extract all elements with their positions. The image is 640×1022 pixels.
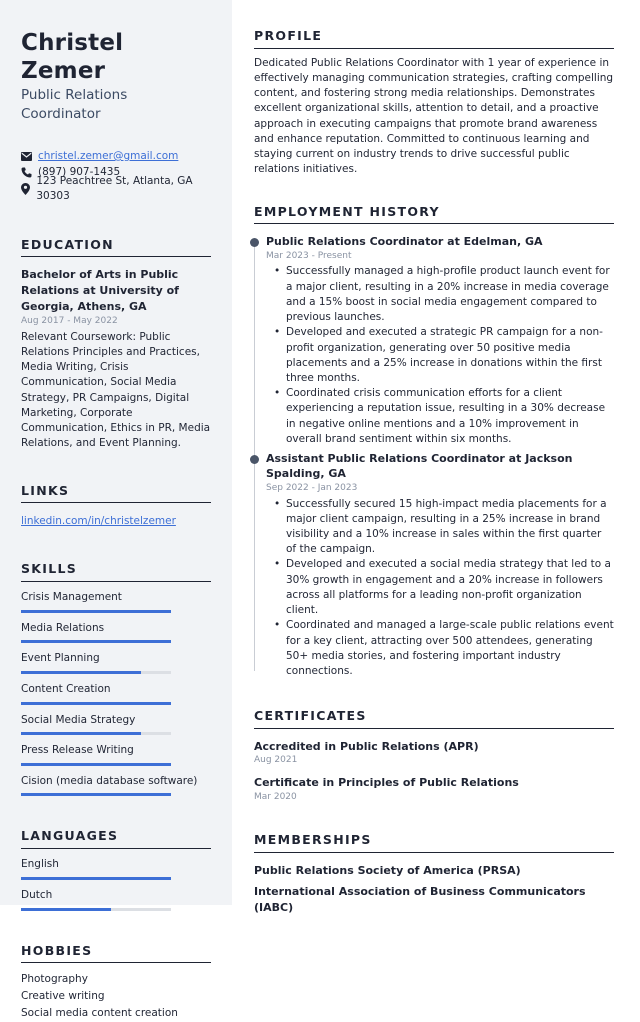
job-bullets [266, 264, 614, 447]
timeline-dot [250, 238, 259, 247]
employment-section [254, 203, 614, 680]
language-item [21, 889, 211, 911]
certificate-entry [254, 775, 614, 803]
job-dates: Sep 2022 - Jan 2023 [266, 482, 358, 493]
languages-heading: LANGUAGES [21, 827, 211, 849]
language-level-fill [21, 908, 111, 911]
skill-level-fill [21, 793, 171, 796]
profile-summary: Dedicated Public Relations Coordinator with 1 year of experience in effectively managing communication strategies, crafting compelling content, and fostering strong media relationships. Demonstrates excellent organizational skills, attention to detail, and a proactive approach in executing campaigns that promote brand awareness and enhance reputation. Committed to continuous learning and staying current on industry trends to drive successful public relations initiatives. [254, 56, 614, 176]
skill-level-fill [21, 702, 171, 705]
education-coursework: Relevant Coursework: Public Relations Principles and Practices, Media Writing, Crisis Communication, Social Media Strategy, PR Campaigns, Digital Marketing, Corporate Communication, Ethics in PR, Media Relations, and Event Planning. [21, 330, 211, 450]
language-label: Dutch [21, 888, 53, 901]
timeline-dot [250, 455, 259, 464]
skill-level-bar [21, 671, 171, 674]
job-title: Public Relations Coordinator at Edelman, GA [266, 235, 543, 249]
main-content [254, 0, 614, 915]
language-level-bar [21, 908, 171, 911]
skill-item [21, 683, 211, 705]
job-bullet: • Successfully managed a high-profile product launch event for a major client, resulting in a 20% increase in media coverage and a 15% boost in social media engagement compared to previous launches. [266, 264, 614, 325]
language-item [21, 858, 211, 880]
skills-section [21, 560, 211, 796]
skill-level-fill [21, 610, 171, 613]
links-heading: LINKS [21, 482, 211, 504]
education-degree: Bachelor of Arts in Public Relations at University of Georgia, Athens, GA [21, 268, 179, 314]
employment-heading: EMPLOYMENT HISTORY [254, 203, 614, 225]
skill-level-fill [21, 640, 171, 643]
job-bullet: • Coordinated and managed a large-scale public relations event for a key client, attracting over 500 attendees, generating 50+ media stories, and fostering important industry connections. [266, 618, 614, 679]
skill-label: Crisis Management [21, 590, 122, 603]
job-bullets [266, 497, 614, 680]
sidebar [0, 0, 232, 1019]
email-link[interactable]: christel.zemer@gmail.com [38, 150, 179, 163]
skill-level-bar [21, 640, 171, 643]
contact-list [21, 149, 211, 202]
job-dates: Mar 2023 - Present [266, 250, 352, 261]
job-bullet: • Successfully secured 15 high-impact media placements for a major client campaign, resulting in a 25% increase in brand visibility and a 10% increase in sales within the first quarter of the campaign. [266, 497, 614, 558]
certificate-name: Certificate in Principles of Public Relations [254, 776, 519, 790]
skills-heading: SKILLS [21, 560, 211, 582]
languages-section [21, 827, 211, 910]
skill-item [21, 744, 211, 766]
contact-address [21, 174, 211, 202]
language-label: English [21, 858, 59, 871]
links-section [21, 482, 211, 530]
employment-timeline [254, 234, 614, 679]
job-bullet: • Coordinated crisis communication efforts for a client experiencing a reputation issue, resulting in a 30% decrease in negative online mentions and a 10% improvement in overall brand sentiment within six months. [266, 386, 614, 447]
skill-item [21, 714, 211, 736]
skill-level-bar [21, 702, 171, 705]
language-level-fill [21, 877, 171, 880]
job-bullet: • Developed and executed a social media strategy that led to a 30% growth in engagement and a 20% increase in followers across all platforms for a leading non-profit organization client. [266, 557, 614, 618]
mail-icon [21, 152, 38, 161]
certificate-date: Mar 2020 [254, 791, 297, 802]
linkedin-link[interactable]: linkedin.com/in/christelzemer [21, 515, 176, 528]
language-level-bar [21, 877, 171, 880]
job-entry [266, 234, 614, 447]
skill-level-fill [21, 732, 141, 735]
hobby-item: Photography [21, 973, 88, 986]
hobbies-section [21, 942, 211, 1022]
skill-label: Cision (media database software) [21, 774, 198, 787]
skill-level-bar [21, 793, 171, 796]
skill-level-bar [21, 763, 171, 766]
job-title: Assistant Public Relations Coordinator at Jackson Spalding, GA [266, 452, 573, 481]
skill-label: Media Relations [21, 621, 105, 634]
certificate-entry [254, 739, 614, 767]
skill-level-fill [21, 671, 141, 674]
skill-label: Content Creation [21, 682, 111, 695]
certificates-section [254, 707, 614, 803]
candidate-title: Public Relations Coordinator [21, 87, 128, 123]
education-section [21, 236, 211, 452]
membership-item: Public Relations Society of America (PRSA) [254, 864, 521, 878]
phone-number: (897) 907-1435 [38, 166, 121, 179]
contact-email [21, 149, 211, 165]
education-heading: EDUCATION [21, 236, 211, 258]
hobby-item: Creative writing [21, 990, 105, 1002]
address-text: 123 Peachtree St, Atlanta, GA 30303 [36, 174, 193, 202]
certificate-name: Accredited in Public Relations (APR) [254, 739, 479, 753]
skill-item [21, 652, 211, 674]
education-dates: Aug 2017 - May 2022 [21, 316, 118, 327]
location-pin-icon [21, 183, 36, 195]
profile-heading: PROFILE [254, 27, 614, 49]
memberships-section [254, 831, 614, 915]
job-entry [266, 451, 614, 679]
certificate-date: Aug 2021 [254, 755, 298, 766]
skill-level-fill [21, 763, 171, 766]
certificates-heading: CERTIFICATES [254, 707, 614, 729]
skill-item [21, 591, 211, 613]
hobbies-heading: HOBBIES [21, 942, 211, 964]
skill-level-bar [21, 732, 171, 735]
skill-item [21, 622, 211, 644]
skill-level-bar [21, 610, 171, 613]
membership-item: International Association of Business Communicators (IABC) [254, 885, 586, 914]
job-bullet: • Developed and executed a strategic PR campaign for a non-profit organization, generating over 50 positive media placements and a 25% increase in donations within the first three months. [266, 325, 614, 386]
candidate-name: Christel Zemer [21, 30, 124, 84]
hobby-item: Social media content creation [21, 1006, 178, 1019]
skill-label: Event Planning [21, 652, 100, 665]
memberships-heading: MEMBERSHIPS [254, 831, 614, 853]
profile-section [254, 27, 614, 178]
skill-label: Social Media Strategy [21, 713, 136, 726]
skill-item [21, 775, 211, 797]
skill-label: Press Release Writing [21, 744, 134, 757]
